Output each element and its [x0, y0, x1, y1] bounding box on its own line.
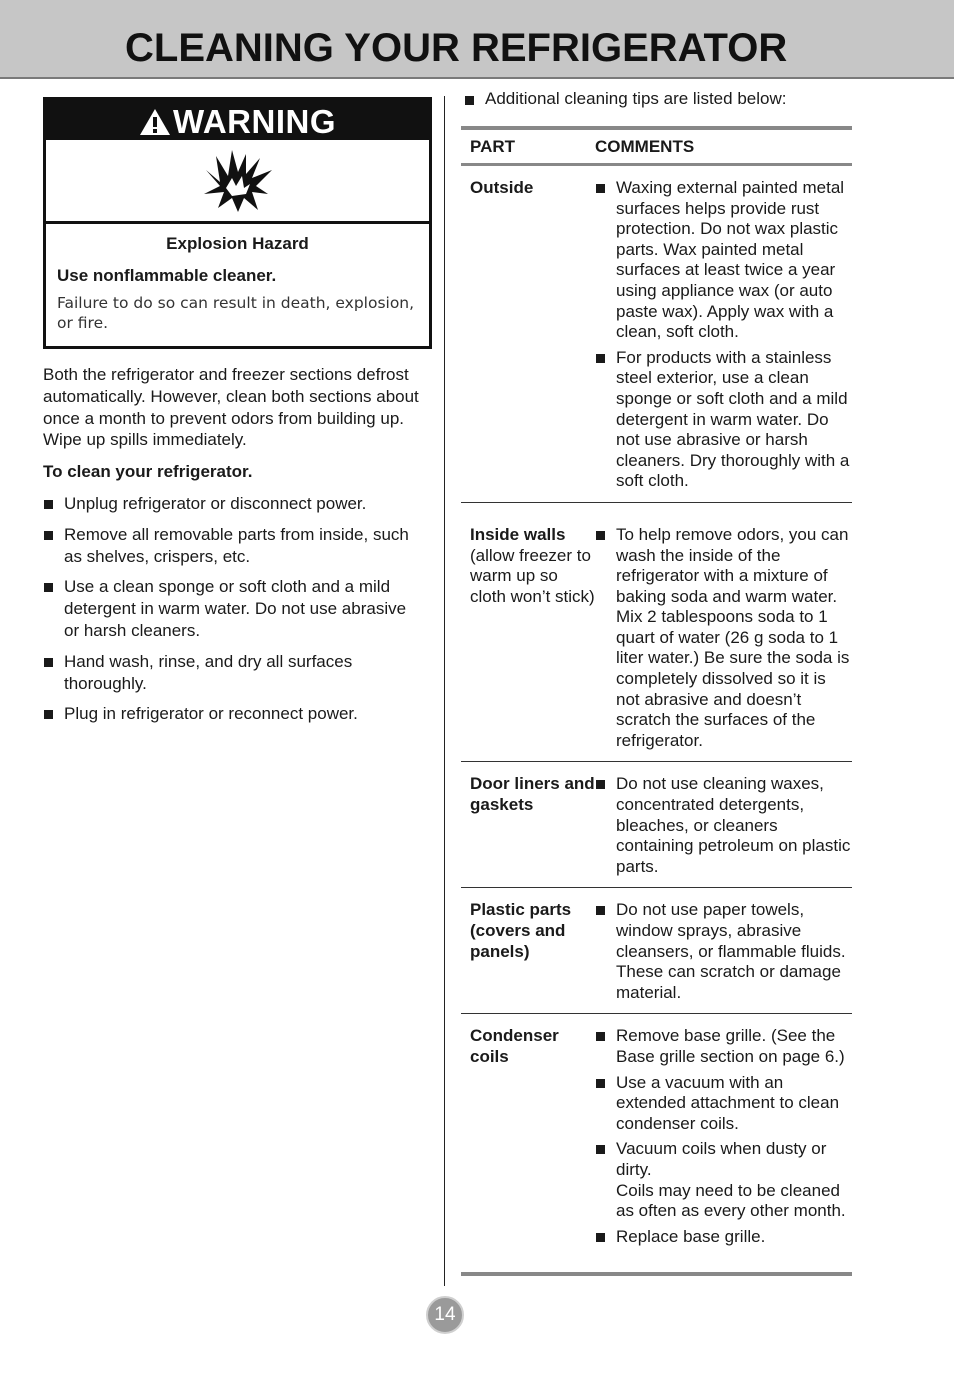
- part-name: Door liners and gaskets: [470, 774, 595, 815]
- column-header-comments: COMMENTS: [595, 136, 695, 156]
- list-item: Unplug refrigerator or disconnect power.: [43, 493, 423, 515]
- tips-intro: Additional cleaning tips are listed below:: [464, 89, 786, 109]
- part-cell: [461, 774, 595, 877]
- list-item: Use a clean sponge or soft cloth and a mild detergent in warm water. Do not use abrasive or harsh cleaners.: [43, 576, 423, 641]
- warning-label: WARNING: [173, 103, 336, 140]
- warning-box: [43, 97, 432, 349]
- warning-icon-area: [46, 140, 429, 224]
- comments-cell: [595, 774, 852, 877]
- hazard-instruction: Use nonflammable cleaner.: [57, 266, 277, 285]
- hazard-title: Explosion Hazard: [166, 234, 309, 253]
- part-name: Condenser coils: [470, 1026, 559, 1066]
- part-note: (allow freezer to warm up so cloth won’t stick): [470, 545, 595, 606]
- table-row: [461, 762, 852, 888]
- table-header: [461, 130, 852, 166]
- comment-item: Remove base grille. (See the Base grille section on page 6.): [595, 1026, 852, 1067]
- left-column: [43, 364, 423, 734]
- column-header-part: PART: [470, 136, 516, 156]
- page-number: 14: [426, 1296, 464, 1334]
- part-cell: [461, 900, 595, 1003]
- comment-item: To help remove odors, you can wash the inside of the refrigerator with a mixture of baking soda and warm water. Mix 2 tablespoons soda to 1 quart of water (26 g soda to 1 liter water.) Be sure the soda is completely dissolved so it is not abrasive and doesn’t scratch the surfaces of the refrigerator.: [595, 525, 852, 752]
- comment-item: Use a vacuum with an extended attachment to clean condenser coils.: [595, 1073, 852, 1135]
- column-divider: [444, 96, 445, 1286]
- list-item: Remove all removable parts from inside, such as shelves, crispers, etc.: [43, 524, 423, 568]
- comments-cell: [595, 900, 852, 1003]
- table-row: [461, 1014, 852, 1257]
- part-cell: [461, 1026, 595, 1247]
- page-title: CLEANING YOUR REFRIGERATOR: [125, 26, 788, 70]
- comment-item: Vacuum coils when dusty or dirty. Coils may need to be cleaned as often as every other month.: [595, 1139, 852, 1221]
- table-row: [461, 503, 852, 763]
- comment-item: Do not use paper towels, window sprays, abrasive cleansers, or flammable fluids. These can scratch or damage material.: [595, 900, 852, 1003]
- section-subheading: To clean your refrigerator.: [43, 462, 253, 482]
- comments-cell: [595, 178, 852, 492]
- part-cell: [461, 525, 595, 752]
- part-name: Plastic parts (covers and panels): [470, 900, 572, 961]
- cleaning-tips-table: [461, 126, 852, 1257]
- part-name: Inside walls: [470, 524, 566, 544]
- page-header: [0, 0, 954, 79]
- comment-item: Replace base grille.: [595, 1227, 852, 1248]
- comment-item: For products with a stainless steel exterior, use a clean sponge or soft cloth and a mild detergent in warm water. Do not use abrasive or harsh cleaners. Dry thoroughly with a soft cloth.: [595, 348, 852, 492]
- explosion-icon: [202, 148, 274, 214]
- table-row: [461, 166, 852, 503]
- comment-item: Do not use cleaning waxes, concentrated detergents, bleaches, or cleaners containing petroleum on plastic parts.: [595, 774, 852, 877]
- warning-banner: [46, 100, 429, 140]
- list-item: Hand wash, rinse, and dry all surfaces thoroughly.: [43, 651, 423, 695]
- hazard-consequence: Failure to do so can result in death, explosion, or fire.: [57, 294, 415, 332]
- comments-cell: [595, 1026, 852, 1247]
- comment-item: Waxing external painted metal surfaces helps provide rust protection. Do not wax plastic parts. Wax painted metal surfaces at least twice a year using appliance wax (or auto paste wax). Apply wax with a clean, soft cloth.: [595, 178, 852, 343]
- comments-cell: [595, 525, 852, 752]
- part-cell: [461, 178, 595, 492]
- part-name: Outside: [470, 178, 534, 197]
- table-bottom-rule: [461, 1272, 852, 1276]
- list-item: Plug in refrigerator or reconnect power.: [43, 703, 423, 725]
- intro-paragraph: Both the refrigerator and freezer sections defrost automatically. However, clean both sections about once a month to prevent odors from building up. Wipe up spills immediately.: [43, 365, 419, 450]
- table-row: [461, 888, 852, 1014]
- alert-triangle-icon: [139, 108, 171, 136]
